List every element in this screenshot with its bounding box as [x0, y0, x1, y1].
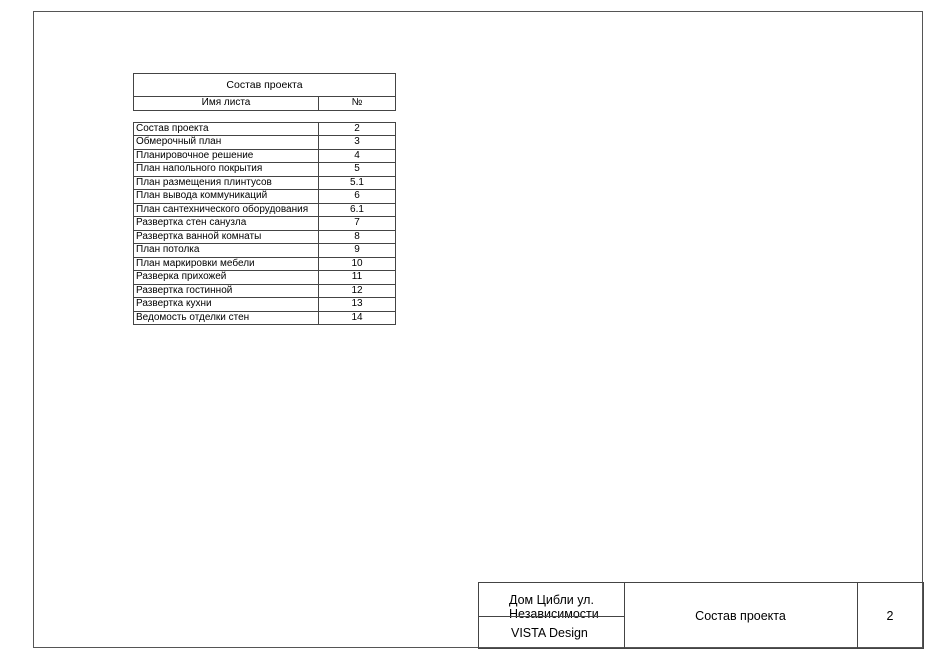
sheet-name-cell: План потолка: [134, 244, 319, 258]
table-row: [134, 244, 396, 258]
title-block-company-cell: [479, 616, 624, 650]
column-header-number: №: [319, 97, 396, 111]
table-row: [134, 257, 396, 271]
table-row: [134, 190, 396, 204]
table-row: [134, 271, 396, 285]
table-row: [134, 149, 396, 163]
sheet-number-cell: 3: [319, 136, 396, 150]
sheet-number-cell: 5.1: [319, 176, 396, 190]
sheet-number-cell: 14: [319, 311, 396, 325]
title-block: [478, 582, 924, 649]
sheet-name-cell: План сантехнического оборудования: [134, 203, 319, 217]
sheet-name-cell: Развертка кухни: [134, 298, 319, 312]
sheet-name-cell: Планировочное решение: [134, 149, 319, 163]
sheet-number-cell: 5: [319, 163, 396, 177]
column-header-name: Имя листа: [134, 97, 319, 111]
sheet-name-cell: Ведомость отделки стен: [134, 311, 319, 325]
table-row: [134, 311, 396, 325]
sheet-number-cell: 7: [319, 217, 396, 231]
sheet-name-cell: План маркировки мебели: [134, 257, 319, 271]
title-block-project-cell: [479, 583, 624, 621]
sheet-number-cell: 10: [319, 257, 396, 271]
sheet-number-cell: 6: [319, 190, 396, 204]
sheet-number-cell: 8: [319, 230, 396, 244]
sheet-name-cell: План напольного покрытия: [134, 163, 319, 177]
title-block-sheet-title: Состав проекта: [624, 583, 858, 648]
table-row: [134, 298, 396, 312]
sheet-list-table: [133, 73, 396, 325]
sheet-number-cell: 12: [319, 284, 396, 298]
sheet-name-cell: Развертка стен санузла: [134, 217, 319, 231]
sheet-number-cell: 11: [319, 271, 396, 285]
table-row: [134, 284, 396, 298]
sheet-name-cell: Состав проекта: [134, 122, 319, 136]
table-title: Состав проекта: [134, 74, 396, 97]
sheet-number-cell: 13: [319, 298, 396, 312]
table-row: [134, 217, 396, 231]
table-row: [134, 230, 396, 244]
project-name-line-1: Дом Цибли ул.: [509, 593, 594, 607]
company-name: VISTA Design: [511, 626, 588, 640]
table-row: [134, 122, 396, 136]
sheet-name-cell: Обмерочный план: [134, 136, 319, 150]
sheet-number-cell: 4: [319, 149, 396, 163]
sheet-name-cell: Развертка ванной комнаты: [134, 230, 319, 244]
table-row: [134, 176, 396, 190]
table-row: [134, 163, 396, 177]
title-block-sheet-number: 2: [886, 608, 894, 623]
sheet-name-cell: Разверка прихожей: [134, 271, 319, 285]
table-row: [134, 136, 396, 150]
sheet-name-cell: Развертка гостинной: [134, 284, 319, 298]
sheet-number-cell: 9: [319, 244, 396, 258]
title-block-project-column: [479, 583, 625, 648]
sheet-number-cell: 2: [319, 122, 396, 136]
sheet-number-cell: 6.1: [319, 203, 396, 217]
project-name-line-2: Независимости: [509, 607, 599, 621]
sheet-name-cell: План вывода коммуникаций: [134, 190, 319, 204]
sheet-name-cell: План размещения плинтусов: [134, 176, 319, 190]
table-row: [134, 203, 396, 217]
table-spacer-row: [134, 110, 396, 122]
